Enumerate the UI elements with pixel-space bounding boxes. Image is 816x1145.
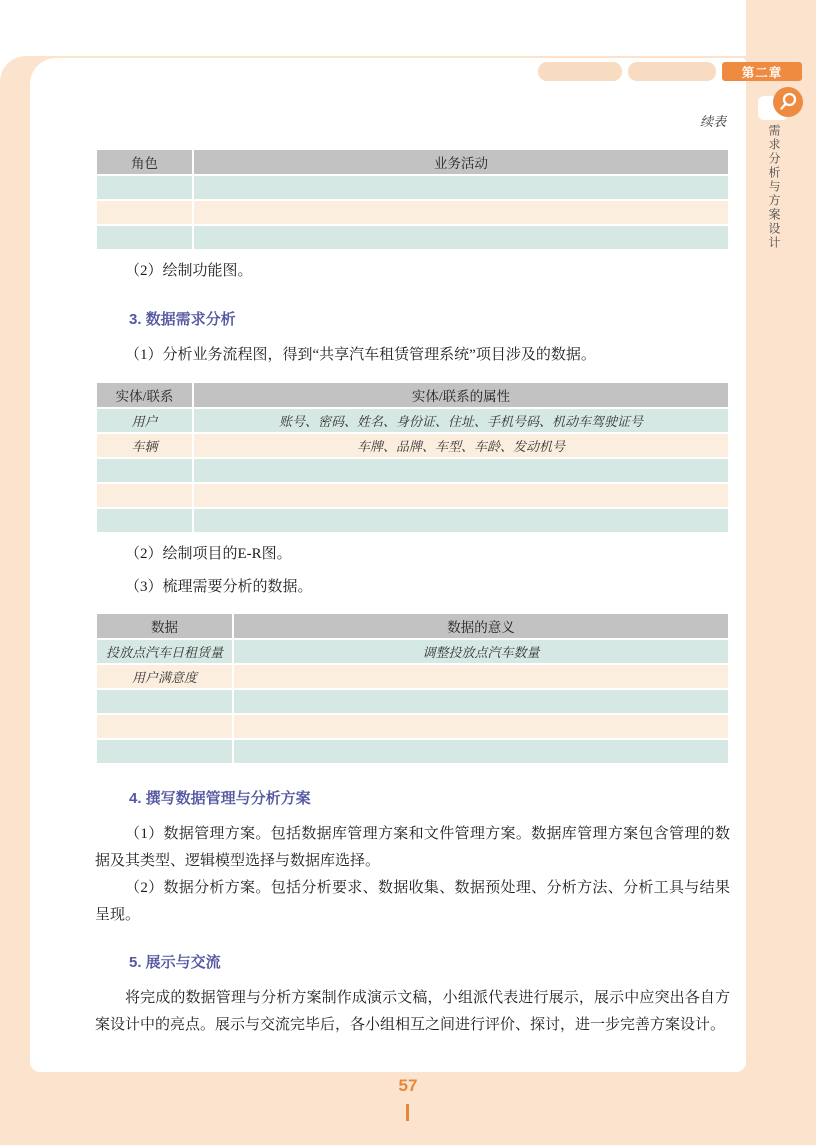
entities-table — [95, 381, 730, 534]
table-row — [97, 484, 728, 507]
table-cell — [97, 201, 192, 224]
search-icon — [756, 84, 808, 124]
table-cell: 投放点汽车日租赁量 — [97, 640, 232, 663]
list-item: （2）绘制项目的E-R图。 — [125, 546, 292, 562]
table-row — [97, 665, 728, 688]
table-cell — [97, 226, 192, 249]
decorative-tab-2 — [628, 62, 716, 81]
paragraph: （2）数据分析方案。包括分析要求、数据收集、数据预处理、分析方法、分析工具与结果呈现。 — [95, 880, 730, 923]
table-cell — [97, 690, 232, 713]
table-header-row — [97, 614, 728, 638]
table-cell — [194, 226, 728, 249]
table-header-row — [97, 383, 728, 407]
sidebar-chapter-title: 需求分析与方案设计 — [767, 124, 781, 250]
table-cell: 用户满意度 — [97, 665, 232, 688]
page-number-tick — [406, 1104, 409, 1121]
table-cell — [97, 509, 192, 532]
table-cell — [97, 715, 232, 738]
column-header: 业务活动 — [194, 150, 728, 174]
table-cell — [194, 509, 728, 532]
paragraph: （1）分析业务流程图，得到“共享汽车租赁管理系统”项目涉及的数据。 — [125, 347, 596, 363]
column-header: 数据的意义 — [234, 614, 728, 638]
table-cell — [194, 201, 728, 224]
table-cell — [234, 690, 728, 713]
table-cell: 用户 — [97, 409, 192, 432]
section-heading-4: 4. 撰写数据管理与分析方案 — [129, 790, 311, 807]
table-cell — [194, 176, 728, 199]
table-row — [97, 226, 728, 249]
table-header-row — [97, 150, 728, 174]
table-row — [97, 690, 728, 713]
table-row — [97, 740, 728, 763]
table-cell — [234, 715, 728, 738]
table-row — [97, 434, 728, 457]
column-header: 实体/联系 — [97, 383, 192, 407]
table-cell — [97, 176, 192, 199]
table-row — [97, 176, 728, 199]
table-cell: 账号、密码、姓名、身份证、住址、手机号码、机动车驾驶证号 — [194, 409, 728, 432]
page-number: 57 — [398, 1076, 418, 1095]
table-cell: 车牌、品牌、车型、车龄、发动机号 — [194, 434, 728, 457]
roles-table — [95, 148, 730, 251]
table-row — [97, 409, 728, 432]
table-cell — [97, 740, 232, 763]
content-panel — [30, 58, 746, 1072]
column-header: 实体/联系的属性 — [194, 383, 728, 407]
table-row — [97, 640, 728, 663]
table-cell: 调整投放点汽车数量 — [234, 640, 728, 663]
table-cell — [194, 484, 728, 507]
table-cell — [194, 459, 728, 482]
list-item: （3）梳理需要分析的数据。 — [125, 579, 313, 595]
table-cell — [97, 484, 192, 507]
table-row — [97, 201, 728, 224]
table-row — [97, 715, 728, 738]
column-header: 角色 — [97, 150, 192, 174]
section-heading-3: 3. 数据需求分析 — [129, 311, 236, 328]
list-item: （2）绘制功能图。 — [125, 263, 253, 279]
table-row — [97, 509, 728, 532]
paragraph: （1）数据管理方案。包括数据库管理方案和文件管理方案。数据库管理方案包含管理的数据及其类型、逻辑模型选择与数据库选择。 — [95, 826, 730, 869]
magnifier-glyph — [772, 86, 804, 118]
decorative-tab-1 — [538, 62, 622, 81]
data-table — [95, 612, 730, 765]
paragraph: 将完成的数据管理与分析方案制作成演示文稿，小组派代表进行展示，展示中应突出各自方案设计中的亮点。展示与交流完毕后，各小组相互之间进行评价、探讨，进一步完善方案设计。 — [95, 990, 730, 1033]
table-cell — [97, 459, 192, 482]
table-row — [97, 459, 728, 482]
column-header: 数据 — [97, 614, 232, 638]
table-cell — [234, 740, 728, 763]
table-cell — [234, 665, 728, 688]
section-heading-5: 5. 展示与交流 — [129, 954, 221, 971]
chapter-tab — [722, 62, 802, 81]
table-cell: 车辆 — [97, 434, 192, 457]
table-continued-label: 续表 — [699, 114, 726, 129]
chapter-tab-label: 第二章 — [741, 65, 783, 80]
